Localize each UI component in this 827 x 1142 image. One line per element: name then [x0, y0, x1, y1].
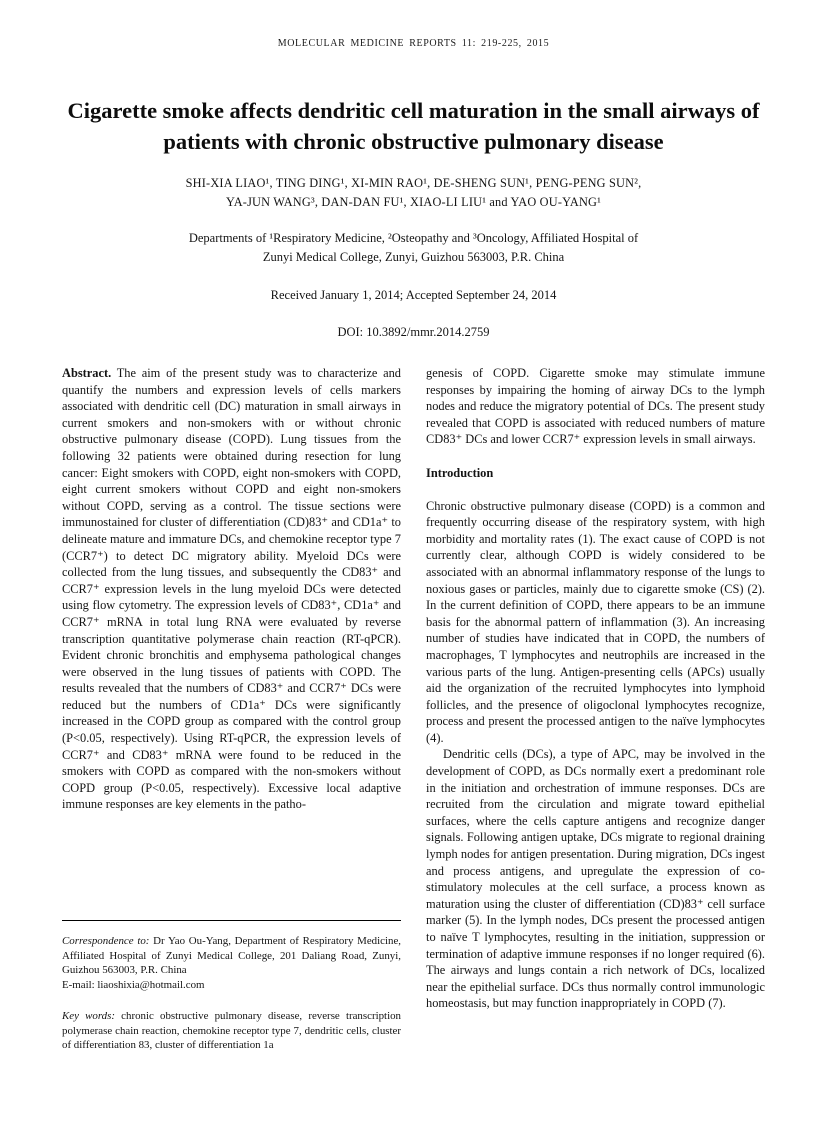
doi-line: DOI: 10.3892/mmr.2014.2759: [337, 325, 490, 339]
keywords-text: chronic obstructive pulmonary disease, reverse transcription polymerase chain reaction, chemokine receptor type 7, dendritic cells, cluster of differentiation 83, cluster of differentiation 1a: [62, 1009, 401, 1052]
introduction-paragraph-2: Dendritic cells (DCs), a type of APC, may be involved in the development of COPD, as DCs normally exert a predominant role in the initiation and orchestration of immune responses. DCs are recruited from the circulation and migrate toward epithelial surfaces, where the cells capture antigens and recognize danger signals. Following antigen uptake, DCs migrate to regional draining lymph nodes for antigen presentation. During migration, DCs ingest and process antigens, and upregulate the expression of co-stimulatory molecules at the cell surface, a process known as maturation using the cluster of differentiation (CD)83⁺ cell surface marker (5). In the lymph nodes, DCs present the processed antigen to naïve T lymphocytes, resulting in the initiation, suppression or termination of adaptive immune responses if no longer required (6). The airways and lungs contain a rich network of DCs, localized near the epithelial surface. DCs thus normally control immunologic homeostasis, but may function inappropriately in COPD (7).: [426, 747, 765, 1011]
article-body: [0, 365, 827, 1053]
abstract-label: Abstract.: [62, 366, 112, 380]
keywords-note: [62, 1009, 401, 1053]
journal-header: MOLECULAR MEDICINE REPORTS 11: 219-225, 2015: [277, 38, 550, 49]
authors-line-2: YA-JUN WANG³, DAN-DAN FU¹, XIAO-LI LIU¹ and YAO OU-YANG¹: [225, 195, 601, 209]
affiliations-line-1: Departments of ¹Respiratory Medicine, ²Osteopathy and ³Oncology, Affiliated Hospital of: [188, 231, 639, 245]
correspondence-text: Dr Yao Ou-Yang, Department of Respiratory Medicine, Affiliated Hospital of Zunyi Medical College, 201 Daliang Road, Zunyi, Guizhou 563003, P.R. China: [62, 935, 401, 977]
footnote-divider: [62, 920, 401, 921]
author-list: [0, 174, 827, 212]
correspondence-label: Correspondence to:: [62, 935, 150, 948]
received-accepted-dates: Received January 1, 2014; Accepted September 24, 2014: [270, 288, 557, 302]
introduction-heading: Introduction: [426, 465, 494, 480]
authors-line-1: SHI-XIA LIAO¹, TING DING¹, XI-MIN RAO¹, DE-SHENG SUN¹, PENG-PENG SUN²,: [185, 176, 642, 190]
affiliations-line-2: Zunyi Medical College, Zunyi, Guizhou 563003, P.R. China: [262, 250, 565, 264]
right-column: [426, 365, 765, 1053]
abstract-text: The aim of the present study was to characterize and quantify the numbers and expression levels of cells markers associated with dendritic cell (DC) maturation in small airways in current smokers and non-smokers with or without chronic obstructive pulmonary disease (COPD). Lung tissues from the following 32 patients were obtained during resection for lung cancer: Eight smokers with COPD, eight non-smokers with COPD, eight current smokers without COPD and eight non-smokers without COPD, serving as a control. The tissue sections were immunostained for cluster of differentiation (CD)83⁺ and CD1a⁺ to delineate mature and immature DCs, and chemokine receptor type 7 (CCR7⁺) to detect DC migratory ability. Myeloid DCs were collected from the lung tissues, and subsequently the CD83⁺ and CCR7⁺ expression levels in the lung myeloid DCs were detected using flow cytometry. The expression levels of CD83⁺, CD1a⁺ and CCR7⁺ mRNA in total lung RNA were evaluated by reverse transcription quantitative polymerase chain reaction (RT-qPCR). Evident chronic bronchitis and emphysema pathological changes were observed in the lung tissues of patients with COPD. The results revealed that the numbers of CD83⁺ and CCR7⁺ DCs were reduced but the numbers of CD1a⁺ DCs were significantly increased in the COPD group as compared with the control group (P<0.05, respectively). Using RT-qPCR, the expression levels of CCR7⁺ and CD83⁺ mRNA were found to be reduced in the smokers with COPD as compared with the non-smokers without COPD group (P<0.05, respectively). Excessive local adaptive immune responses are key elements in the patho-: [62, 366, 401, 812]
left-column: [62, 365, 401, 1053]
abstract-paragraph: [62, 365, 401, 813]
email-line: E-mail: liaoshixia@hotmail.com: [62, 979, 205, 992]
keywords-label: Key words:: [62, 1009, 115, 1022]
affiliations: [0, 229, 827, 267]
abstract-continuation: genesis of COPD. Cigarette smoke may stimulate immune responses by impairing the homing of airway DCs to the lymph nodes and reduce the migratory potential of DCs. The present study revealed that COPD is associated with reduced numbers of mature CD83⁺ DCs and lower CCR7⁺ expression levels in small airways.: [426, 366, 765, 447]
introduction-paragraph-1: Chronic obstructive pulmonary disease (COPD) is a common and frequently occurring disease of the respiratory system, with high morbidity and mortality rates (1). The exact cause of COPD is not currently clear, although COPD is widely considered to be associated with an abnormal inflammatory response of the lungs to noxious gases or particles, mainly due to cigarette smoke (CS) (2). In the current definition of COPD, there appears to be an immune basis for the abnormal pattern of inflammation (3). An increasing number of studies have indicated that in COPD, the numbers of macrophages, T lymphocytes and neutrophils are increased in the various parts of the lung. Antigen-presenting cells (APCs) usually aid the organization of the recruited lymphocytes into lymphoid follicles, and the presence of oligoclonal lymphocytes recognize, process and present the processed antigen to the naïve lymphocytes (4).: [426, 498, 765, 745]
footnote-block: [62, 920, 401, 1053]
correspondence-note: [62, 934, 401, 978]
column-spacer: [62, 813, 401, 920]
paper-title: Cigarette smoke affects dendritic cell maturation in the small airways of patients with chronic obstructive pulmonary disease: [67, 98, 760, 154]
